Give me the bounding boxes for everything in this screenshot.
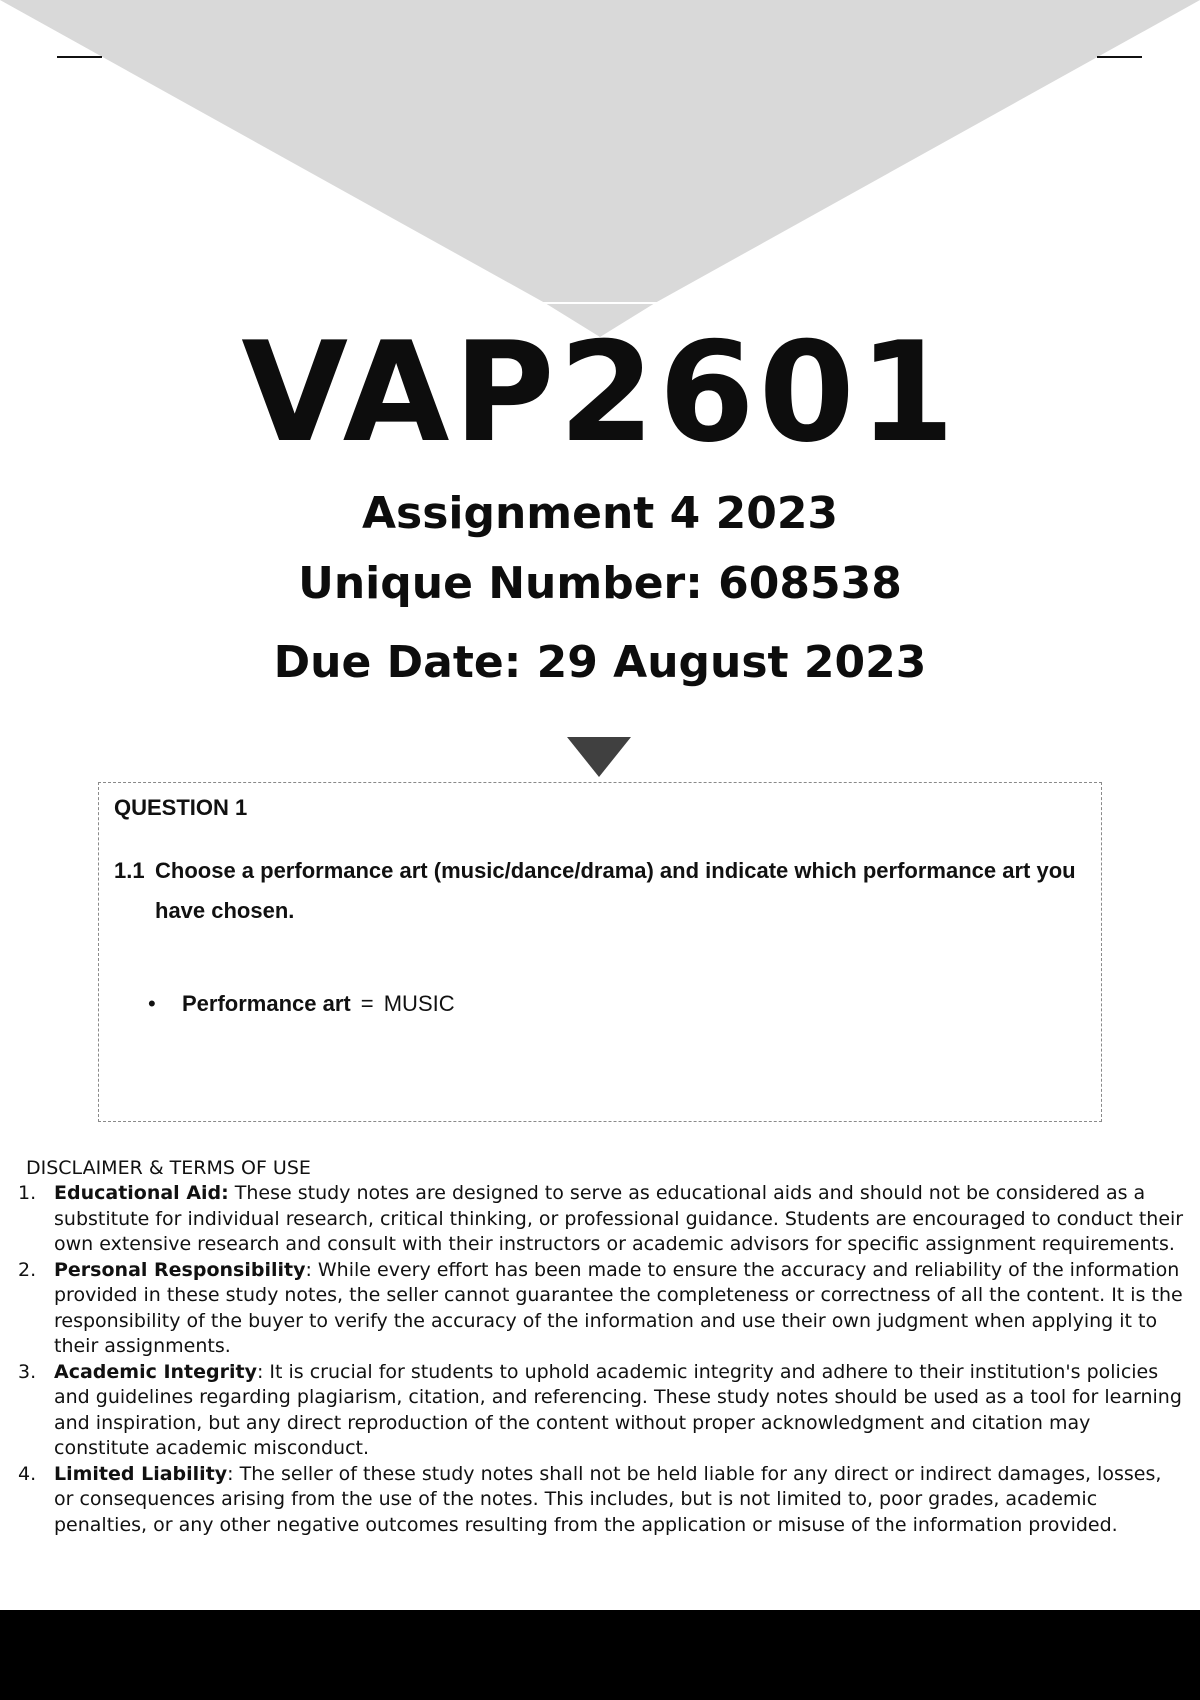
disclaimer-item-term: Limited Liability <box>54 1462 228 1485</box>
down-arrow-icon <box>567 737 631 777</box>
disclaimer-section <box>16 1155 1186 1538</box>
disclaimer-item-term: Personal Responsibility <box>54 1258 306 1281</box>
disclaimer-item-text: : It is crucial for students to uphold academic integrity and adhere to their institution's policies and guidelines regarding plagiarism, citation, and referencing. These study notes should be used as a tool for learning and inspiration, but any direct reproduction of the content without proper acknowledgment and citation may constitute academic misconduct. <box>54 1360 1182 1459</box>
disclaimer-item-number: 1. <box>18 1182 37 1204</box>
answer-equals: = <box>360 991 374 1016</box>
corner-rule-right <box>1097 56 1142 58</box>
question-heading: QUESTION 1 <box>114 795 248 820</box>
disclaimer-item-number: 4. <box>18 1462 37 1485</box>
unique-number: Unique Number: 608538 <box>298 558 902 609</box>
disclaimer-item-term: Educational Aid: <box>54 1182 229 1204</box>
disclaimer-item-text: : While every effort has been made to ensure the accuracy and reliability of the information provided in these study notes, the seller cannot guarantee the completeness or correctness of all the content. It is the responsibility of the buyer to verify the accuracy of the information and use their own judgment when applying it to their assignments. <box>54 1258 1183 1357</box>
question-number: 1.1 <box>114 858 145 883</box>
disclaimer-item-text: These study notes are designed to serve as educational aids and should not be considered as a substitute for individual research, critical thinking, or professional guidance. Students are encouraged to conduct their own extensive research and consult with their instructors or academic advisors for specific assignment requirements. <box>54 1182 1184 1255</box>
disclaimer-title: DISCLAIMER & TERMS OF USE <box>26 1157 311 1179</box>
course-code-title: VAP2601 <box>241 312 959 473</box>
disclaimer-item-number: 3. <box>18 1360 37 1383</box>
disclaimer-item-term: Academic Integrity <box>54 1360 257 1383</box>
answer-label: Performance art <box>182 991 351 1016</box>
question-prompt: Choose a performance art (music/dance/drama) and indicate which performance art you have chosen. <box>155 858 1076 923</box>
disclaimer-item-number: 2. <box>18 1258 37 1281</box>
disclaimer-list <box>16 1181 1186 1538</box>
disclaimer-item <box>16 1462 1186 1539</box>
disclaimer-item-text: : The seller of these study notes shall not be held liable for any direct or indirect damages, losses, or consequences arising from the use of the notes. This includes, but is not limited to, poor grades, academic penalties, or any other negative outcomes resulting from the application or misuse of the information provided. <box>54 1462 1162 1536</box>
disclaimer-item <box>16 1360 1186 1462</box>
assignment-title: Assignment 4 2023 <box>361 488 839 539</box>
question-1-1 <box>114 851 1084 931</box>
bullet-icon: • <box>148 991 156 1016</box>
disclaimer-item <box>16 1181 1186 1258</box>
answer-value: MUSIC <box>383 991 455 1016</box>
corner-rule-left <box>57 56 102 58</box>
header-chevron-shape <box>0 0 1200 340</box>
due-date: Due Date: 29 August 2023 <box>273 637 927 688</box>
footer-bar <box>0 1610 1200 1700</box>
answer-list-item <box>148 989 455 1019</box>
disclaimer-item <box>16 1258 1186 1360</box>
question-box <box>98 782 1102 1122</box>
